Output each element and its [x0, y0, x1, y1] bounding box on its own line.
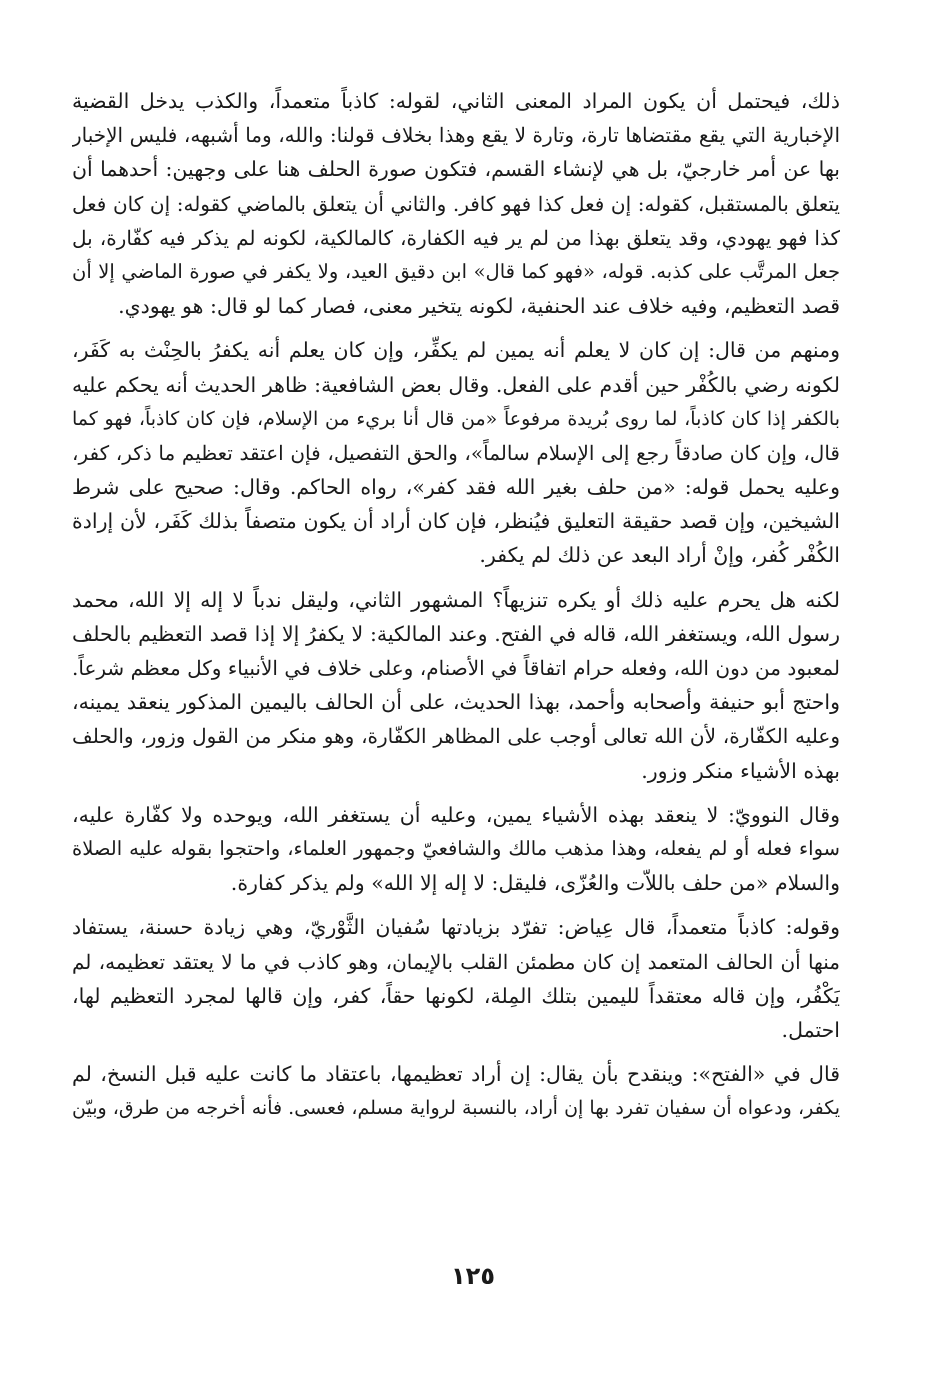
text-line: سواء فعله أو لم يفعله، وهذا مذهب مالك والشافعيّ وجمهور العلماء، واحتجوا بقوله عليه الصلاة [72, 836, 840, 860]
text-line: احتمل. [781, 1017, 840, 1042]
text-line: ومنهم من قال: إن كان لا يعلم أنه يمين لم يكفِّر، وإن كان يعلم أنه يكفرُ بالحِنْث به كَفَر، [72, 338, 840, 363]
text-line: الإخبارية التي يقع مقتضاها تارة، وتارة لا يقع وهذا بخلاف قولنا: والله، وما أشبهه، فليس الإخبار [72, 123, 840, 148]
page-body [72, 84, 840, 1125]
text-line: الكُفْر كُفر، وإنْ أراد البعد عن ذلك لم يكفر. [479, 543, 840, 568]
paragraph-6 [72, 1057, 840, 1125]
text-line: ذلك، فيحتمل أن يكون المراد المعنى الثاني، لقوله: كاذباً متعمداً، والكذب يدخل القضية [72, 89, 840, 113]
text-line: كذا فهو يهودي، وقد يتعلق بهذا من لم ير فيه الكفارة، كالمالكية، لكونه لم يذكر فيه كفّارة، بل [72, 225, 840, 250]
text-line: الشيخين، وإن قصد حقيقة التعليق فيُنظر، فإن كان أراد أن يكون متصفاً بذلك كَفَر، لأن إرادة [72, 509, 840, 534]
text-line: قال في «الفتح»: وينقدح بأن يقال: إن أراد تعظيمها، باعتقاد ما كانت عليه قبل النسخ، لم [72, 1062, 840, 1087]
text-line: قال، وإن كان صادقاً رجع إلى الإسلام سالماً»، والحق التفصيل، فإن اعتقد تعظيم ما ذكر، كفر، [72, 440, 840, 465]
paragraph-4 [72, 798, 840, 901]
text-line: والسلام «من حلف باللاّت والعُزّى، فليقل: لا إله إلا الله» ولم يذكر كفارة. [230, 871, 840, 896]
text-line: رسول الله، ويستغفر الله، قاله في الفتح. وعند المالكية: لا يكفرُ إلا إذا قصد التعظيم بالحلف [72, 621, 840, 646]
paragraph-5 [72, 910, 840, 1047]
text-line: قصد التعظيم، وفيه خلاف عند الحنفية، لكونه يتخير معنى، فصار كما لو قال: هو يهودي. [118, 294, 840, 319]
text-line: لمعبود من دون الله، وفعله حرام اتفاقاً في الأصنام، وعلى خلاف في الأنبياء وكل معظم شرعاً. [72, 656, 840, 680]
paragraph-3 [72, 583, 840, 788]
page-number: ١٢٥ [451, 1262, 495, 1290]
text-line: يكفر، ودعواه أن سفيان تفرد بها إن أراد، بالنسبة لرواية مسلم، فعسى. فأنه أخرجه من طرق، وبيّن [72, 1097, 840, 1120]
text-line: وعليه يحمل قوله: «من حلف بغير الله فقد كفر»، رواه الحاكم. وقال: صحيح على شرط [72, 475, 840, 500]
text-line: جعل المرتَّب على كذبه. قوله، «فهو كما قال» ابن دقيق العيد، ولا يكفر في صورة الماضي إلا أن [72, 259, 840, 283]
text-line: منها أن الحالف المتعمد إن كان مطمئن القلب بالإيمان، وهو كاذب في ما لا يعتقد تعظيمه، لم [72, 949, 840, 974]
text-line: يَكْفُر، وإن قاله معتقداً لليمين بتلك المِلة، لكونها حقاً، كفر، وإن قالها لمجرد التعظيم لها، [72, 983, 840, 1008]
text-line: بها عن أمر خارجيّ، بل هي لإنشاء القسم، فتكون صورة الحلف هنا على وجهين: أحدهما أن [72, 157, 840, 182]
text-line: وعليه الكفّارة، لأن الله تعالى أوجب على المظاهر الكفّارة، وهو منكر من القول وزور، والحلف [72, 724, 840, 749]
text-line: لكنه هل يحرم عليه ذلك أو يكره تنزيهاً؟ المشهور الثاني، وليقل ندباً لا إله إلا الله، محمد [72, 587, 840, 612]
text-line: بهذه الأشياء منكر وزور. [641, 758, 840, 783]
paragraph-1 [72, 84, 840, 323]
text-line: لكونه رضي بالكُفْر حين أقدم على الفعل. وقال بعض الشافعية: ظاهر الحديث أنه يحكم عليه [72, 372, 840, 397]
text-line: واحتج أبو حنيفة وأصحابه وأحمد، بهذا الحديث، على أن الحالف باليمين المذكور ينعقد يمينه، [72, 690, 840, 715]
paragraph-2 [72, 333, 840, 572]
text-line: بالكفر إذا كان كاذباً، لما روى بُريدة مرفوعاً «من قال أنا بريء من الإسلام، فإن كان كاذباً، فهو كما [72, 407, 840, 430]
text-line: يتعلق بالمستقبل، كقوله: إن فعل كذا فهو كافر. والثاني أن يتعلق بالماضي كقوله: إن كان فعل [72, 191, 840, 216]
text-line: وقوله: كاذباً متعمداً، قال عِياض: تفرّد بزيادتها سُفيان الثَّوْريّ، وهي زيادة حسنة، يستفاد [72, 915, 840, 940]
text-line: وقال النوويّ: لا ينعقد بهذه الأشياء يمين، وعليه أن يستغفر الله، ويوحده ولا كفّارة عليه، [72, 802, 840, 827]
